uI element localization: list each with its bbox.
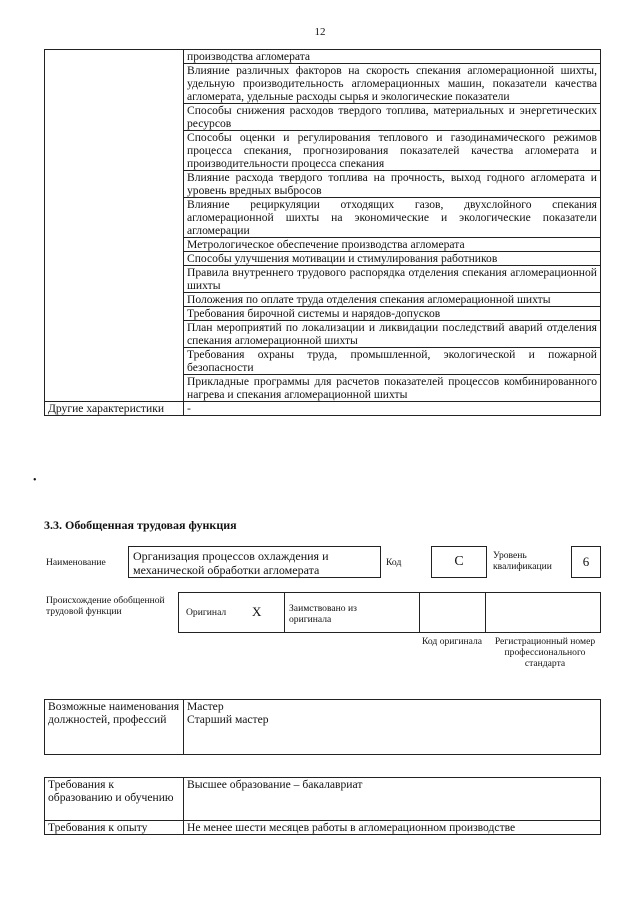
- level-label: Уровень квалификации: [493, 550, 552, 572]
- knowledge-item: Положения по оплате труда отделения спекания агломерационной шихты: [184, 293, 601, 307]
- knowledge-item: Правила внутреннего трудового распорядка отделения спекания агломерационной шихты: [184, 266, 601, 293]
- name-value: Организация процессов охлаждения и механической обработки агломерата: [133, 549, 329, 577]
- experience-label: Требования к опыту: [45, 821, 184, 835]
- table-row: [45, 50, 601, 64]
- knowledge-item: Требования охраны труда, промышленной, экологической и пожарной безопасности: [184, 348, 601, 375]
- table-row: [45, 821, 601, 835]
- section-title: 3.3. Обобщенная трудовая функция: [44, 518, 237, 532]
- knowledge-item: производства агломерата: [184, 50, 601, 64]
- knowledge-item: Прикладные программы для расчетов показателей процессов комбинированного нагрева и спекания агломерационной шихты: [184, 375, 601, 402]
- knowledge-label-cell: [45, 50, 184, 402]
- knowledge-item: Требования бирочной системы и нарядов-допусков: [184, 307, 601, 321]
- name-value-box: [128, 546, 381, 578]
- bullet-mark: •: [33, 475, 37, 486]
- education-value: Высшее образование – бакалавриат: [184, 778, 601, 821]
- origin-box: [178, 592, 601, 633]
- code-label: Код: [386, 557, 402, 568]
- original-label: Оригинал: [186, 607, 227, 618]
- origin-divider: [485, 592, 486, 633]
- position-item: Мастер: [187, 700, 224, 713]
- positions-values: [184, 700, 601, 755]
- knowledge-item: Метрологическое обеспечение производства агломерата: [184, 238, 601, 252]
- education-label: Требования к образованию и обучению: [45, 778, 184, 821]
- page-number: 12: [314, 26, 326, 38]
- code-original-caption: Код оригинала: [421, 636, 483, 647]
- positions-table: [44, 699, 601, 755]
- table-row: [45, 700, 601, 755]
- knowledge-item: Способы улучшения мотивации и стимулирования работников: [184, 252, 601, 266]
- reg-number-caption: Регистрационный номер профессионального стандарта: [494, 636, 596, 669]
- knowledge-item: Влияние рециркуляции отходящих газов, двухслойного спекания агломерационной шихты на экономические и экологические показатели агломерации: [184, 198, 601, 238]
- knowledge-item: План мероприятий по локализации и ликвидации последствий аварий отделения спекания агломерационной шихты: [184, 321, 601, 348]
- level-value-box: [571, 546, 601, 578]
- knowledge-item: Способы оценки и регулирования теплового и газодинамического режимов процесса спекания, прогнозирования показателей качества агломерата и производительности процесса спекания: [184, 131, 601, 171]
- level-value: 6: [582, 554, 590, 569]
- table-row: [45, 778, 601, 821]
- knowledge-item: Влияние различных факторов на скорость спекания агломерационной шихты, удельную производительность агломерационных машин, показатели качества агломерата, удельные расходы сырья и экологические показатели: [184, 64, 601, 104]
- experience-value: Не менее шести месяцев работы в агломерационном производстве: [184, 821, 601, 835]
- positions-label: Возможные наименования должностей, профессий: [45, 700, 184, 755]
- code-value-box: [431, 546, 487, 578]
- knowledge-item: Способы снижения расходов твердого топлива, материальных и энергетических ресурсов: [184, 104, 601, 131]
- original-mark: X: [252, 604, 262, 619]
- knowledge-table: [44, 49, 601, 416]
- code-value: С: [454, 554, 464, 569]
- origin-label: Происхождение обобщенной трудовой функции: [46, 595, 165, 617]
- origin-divider: [284, 592, 285, 633]
- origin-divider: [419, 592, 420, 633]
- table-row: [45, 402, 601, 416]
- position-item: Старший мастер: [187, 713, 269, 726]
- requirements-table: [44, 777, 601, 835]
- knowledge-item: Влияние расхода твердого топлива на прочность, выход годного агломерата и уровень вредных выбросов: [184, 171, 601, 198]
- name-label: Наименование: [46, 557, 106, 568]
- other-characteristics-value: -: [184, 402, 601, 416]
- borrowed-label: Заимствовано из оригинала: [289, 603, 357, 625]
- other-characteristics-label: Другие характеристики: [45, 402, 184, 416]
